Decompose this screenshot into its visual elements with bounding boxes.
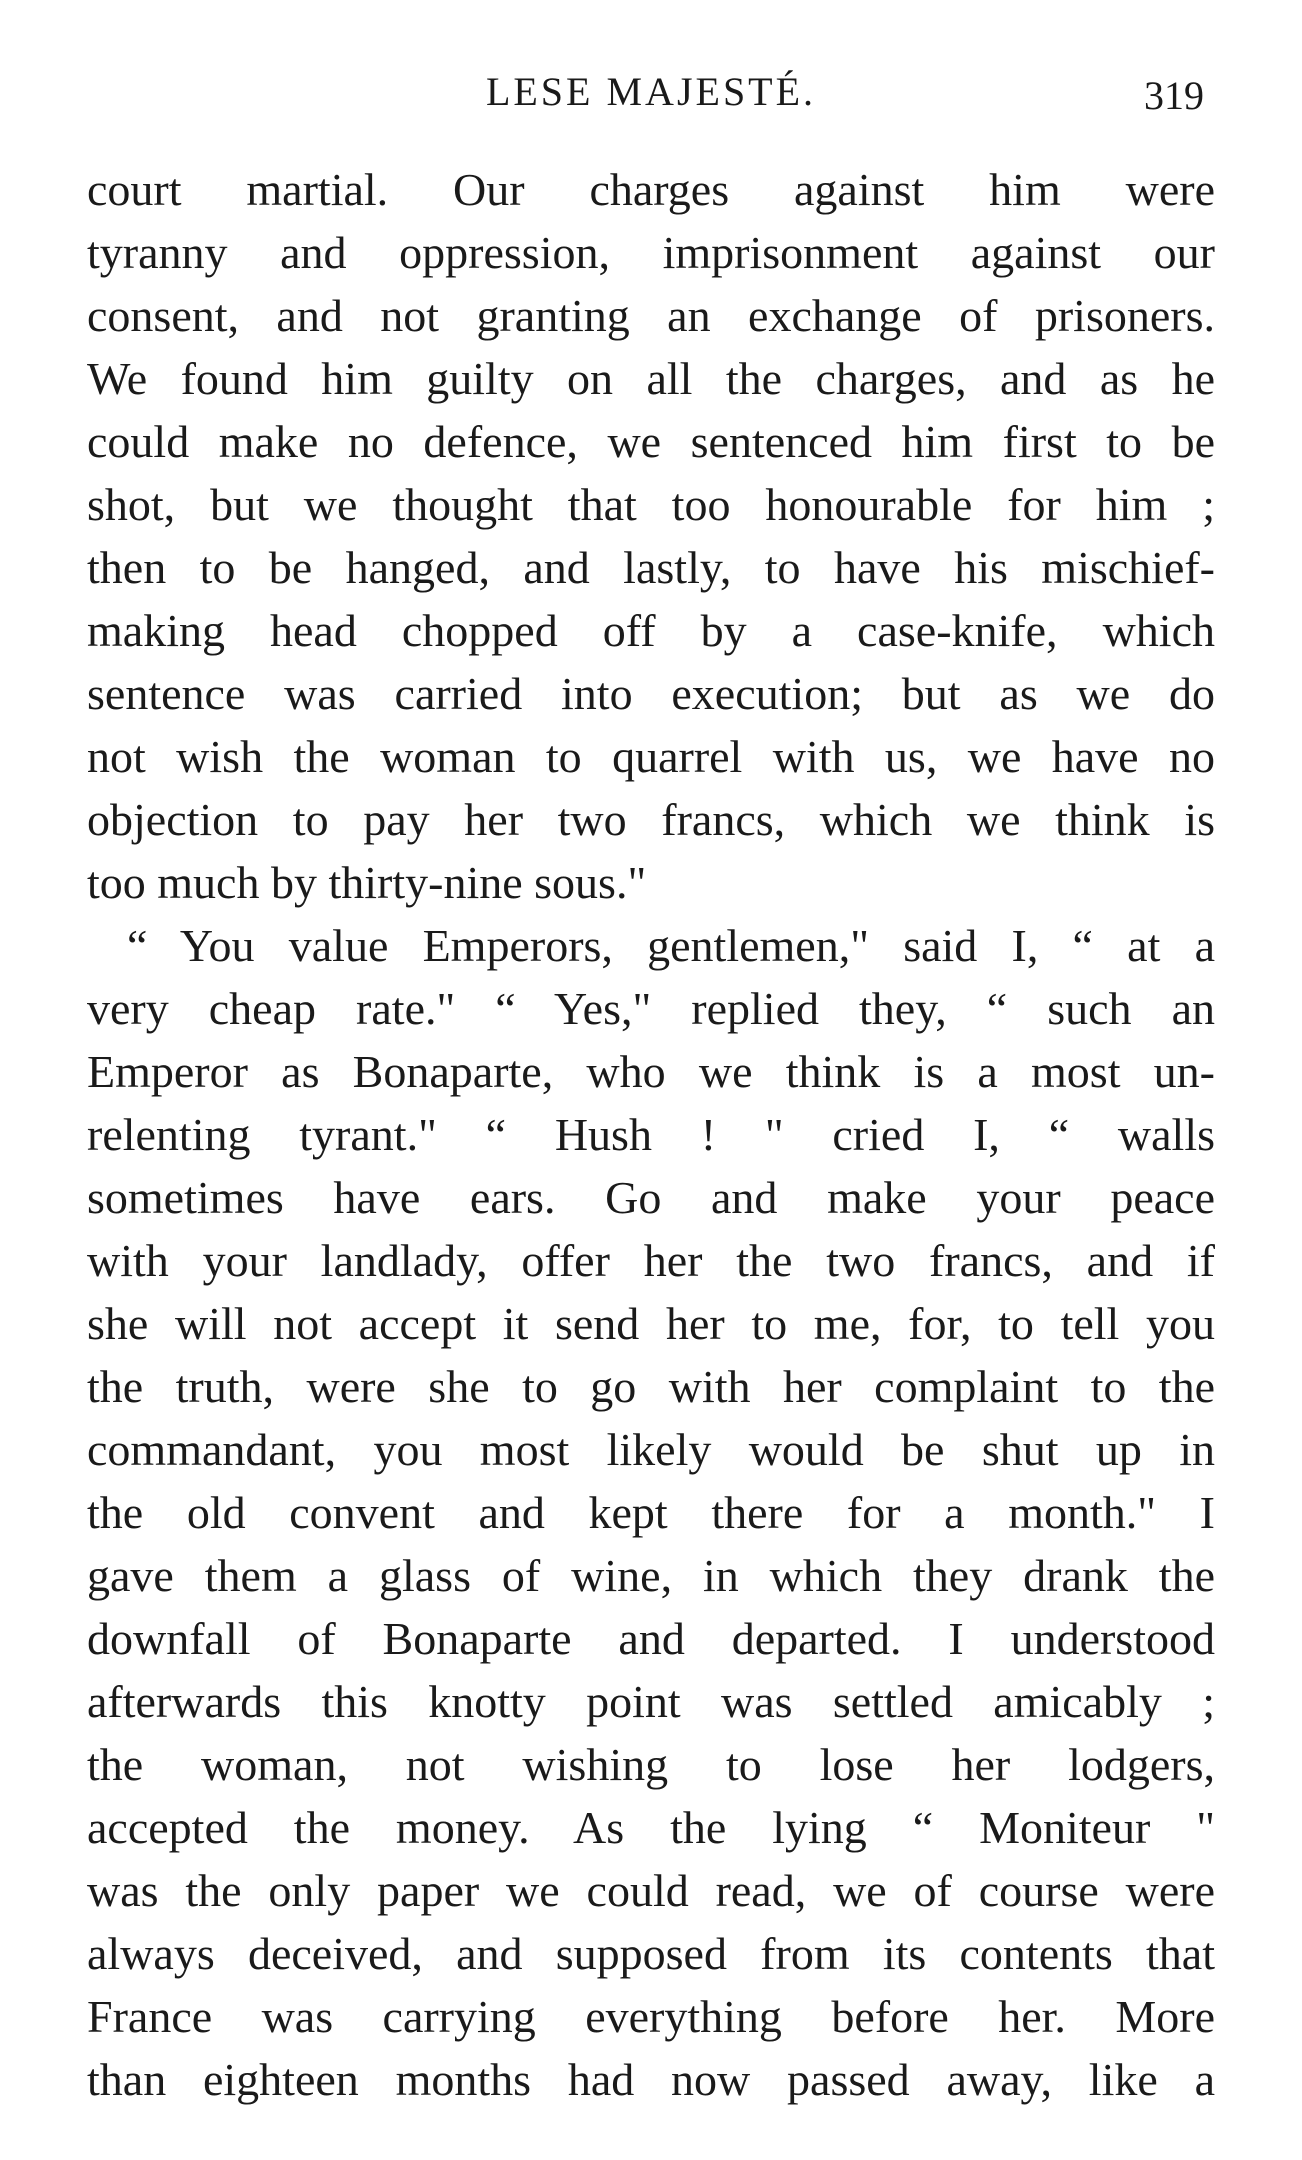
text-line: objection to pay her two francs, which we think is <box>87 794 1215 845</box>
text-line: than eighteen months had now passed away, like a <box>87 2054 1215 2105</box>
text-line: always deceived, and supposed from its contents that <box>87 1928 1215 1979</box>
text-line: “ You value Emperors, gentlemen," said I, “ at a <box>127 920 1215 971</box>
page-number: 319 <box>1144 73 1204 118</box>
text-line: the old convent and kept there for a month." I <box>87 1487 1215 1538</box>
text-line: then to be hanged, and lastly, to have his mischief- <box>87 542 1215 593</box>
running-head: LESE MAJESTÉ. <box>485 69 817 114</box>
text-line: too much by thirty-nine sous." <box>87 857 647 908</box>
text-line: very cheap rate." “ Yes," replied they, “ such an <box>87 983 1215 1034</box>
text-line: court martial. Our charges against him were <box>87 164 1215 215</box>
text-line: We found him guilty on all the charges, and as he <box>87 353 1215 404</box>
text-line: she will not accept it send her to me, for, to tell you <box>87 1298 1215 1349</box>
text-line: relenting tyrant." “ Hush ! " cried I, “ walls <box>87 1109 1215 1160</box>
text-line: consent, and not granting an exchange of prisoners. <box>87 290 1215 341</box>
text-line: accepted the money. As the lying “ Moniteur " <box>87 1802 1215 1853</box>
text-line: shot, but we thought that too honourable for him ; <box>87 479 1215 530</box>
text-line: tyranny and oppression, imprisonment against our <box>87 227 1215 278</box>
text-line: the woman, not wishing to lose her lodgers, <box>87 1739 1215 1790</box>
text-line: with your landlady, offer her the two francs, and if <box>87 1235 1215 1286</box>
text-line: was the only paper we could read, we of course were <box>87 1865 1215 1916</box>
page-header <box>0 62 1302 122</box>
text-line: downfall of Bonaparte and departed. I understood <box>87 1613 1215 1664</box>
text-line: the truth, were she to go with her complaint to the <box>87 1361 1215 1412</box>
text-line: sometimes have ears. Go and make your peace <box>87 1172 1215 1223</box>
body-text <box>87 158 1215 2111</box>
text-line: sentence was carried into execution; but as we do <box>87 668 1215 719</box>
text-line: could make no defence, we sentenced him first to be <box>87 416 1215 467</box>
text-line: France was carrying everything before her. More <box>87 1991 1215 2042</box>
text-line: Emperor as Bonaparte, who we think is a most un- <box>87 1046 1215 1097</box>
text-line: gave them a glass of wine, in which they drank the <box>87 1550 1215 1601</box>
text-line: making head chopped off by a case-knife, which <box>87 605 1215 656</box>
text-line: afterwards this knotty point was settled amicably ; <box>87 1676 1215 1727</box>
text-line: not wish the woman to quarrel with us, we have no <box>87 731 1215 782</box>
text-line: commandant, you most likely would be shut up in <box>87 1424 1215 1475</box>
